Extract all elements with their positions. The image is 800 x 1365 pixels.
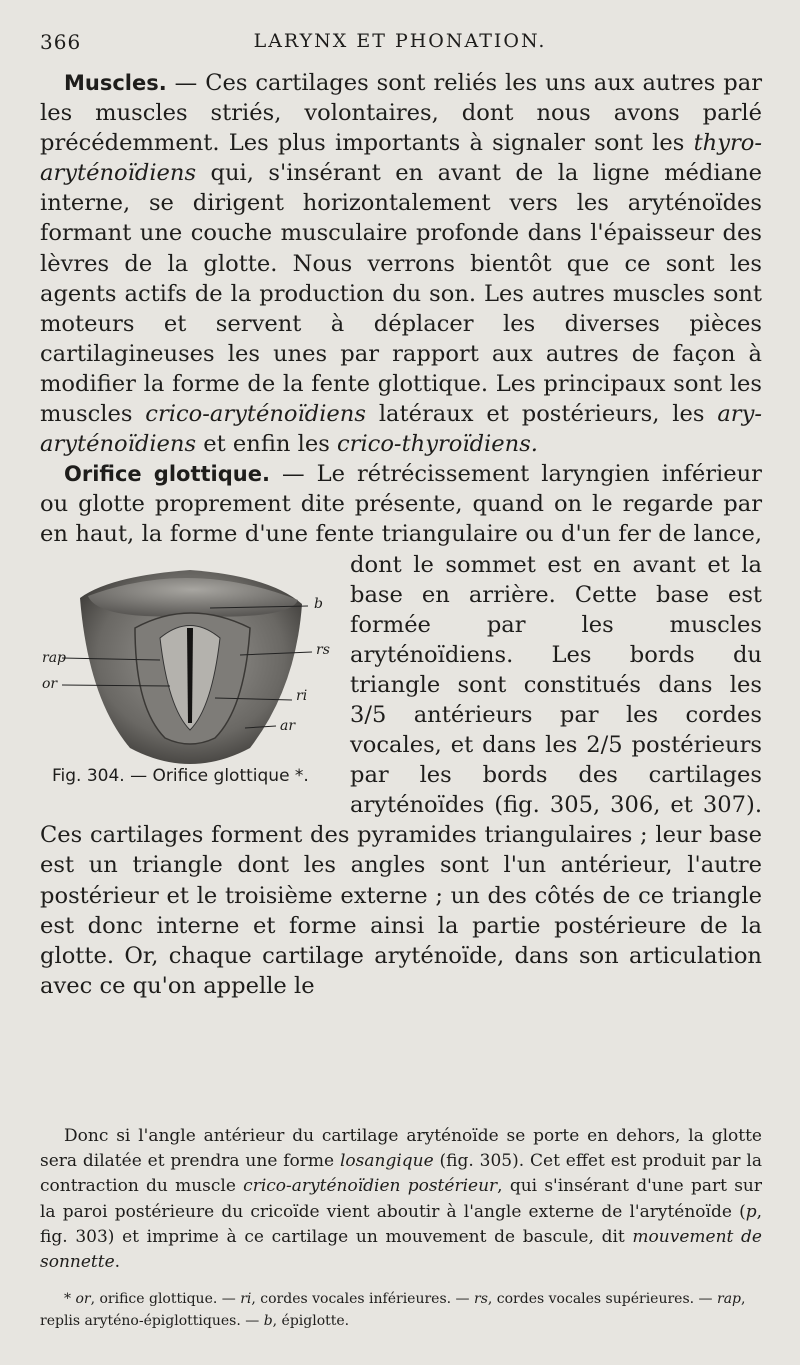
italic-term: p <box>745 1201 757 1222</box>
italic-term: mouvement de sonnette <box>40 1226 762 1273</box>
text-run: et enfin les <box>196 431 337 458</box>
text-run: , replis aryténo-épiglottiques. — <box>40 1291 746 1329</box>
running-header <box>40 30 760 60</box>
page-number: 366 <box>40 30 82 54</box>
paragraph-muscles <box>40 68 762 459</box>
italic-term: thyro-aryténoïdiens <box>40 130 762 187</box>
footnote <box>40 1288 762 1332</box>
running-title: LARYNX ET PHONATION. <box>253 30 547 52</box>
text-run: latéraux et postérieurs, les <box>365 401 718 428</box>
italic-term: rap <box>717 1291 742 1307</box>
italic-term: crico-aryténoïdien postérieur <box>243 1176 498 1197</box>
italic-term: losangique <box>339 1151 434 1172</box>
text-run: qui, s'insérant en avant de la ligne médiane interne, se dirigent horizontalement vers les aryténoïdes formant une couche musculaire profonde dans l'épaisseur des lèvres de la glotte. Nous verrons bientôt que ce sont les agents actifs de la production du son. Les autres muscles sont moteurs et servent à déplacer les diverses pièces cartilagineuses les unes par rapport aux autres de façon à modifier la forme de la fente glottique. Les principaux sont les muscles <box>40 160 762 428</box>
text-run: , fig. 303) et imprime à ce cartilage un mouvement de bascule, dit <box>40 1201 762 1247</box>
italic-term: ary-aryténoïdiens <box>40 401 762 458</box>
text-run: — Le rétrécissement laryngien inférieur ou glotte proprement dite présente, quand on le regarde par en haut, la forme d'une fente triangulaire ou d'un fer de lance, dont le sommet est en avant et la base en arrière. Cette base est formée par les muscles aryténoïdiens. Les bords du triangle sont constitués dans les 3/5 antérieurs par les cordes vocales, et dans les 2/5 postérieurs par les bords des cartilages aryténoïdes (fig. 305, 306, et 307). Ces cartilages forment des pyramides triangulaires ; leur base est un triangle dont les angles sont l'un antérieur, l'autre postérieur et le troisième externe ; un des côtés de ce triangle est donc interne et forme ainsi la partie postérieure de la glotte. Or, chaque cartilage aryténoïde, dans son articulation avec ce qu'on appelle le <box>40 461 762 999</box>
italic-term: crico-aryténoïdiens <box>145 401 366 428</box>
italic-term: ri <box>240 1291 252 1307</box>
text-run: * <box>64 1291 76 1307</box>
text-run: , orifice glottique. — <box>90 1291 241 1307</box>
italic-term: rs <box>474 1291 488 1307</box>
label-rs: rs <box>316 642 330 658</box>
main-text <box>40 68 762 1001</box>
label-rap: rap <box>42 650 67 666</box>
label-ri: ri <box>296 688 308 704</box>
text-run: , épiglotte. <box>272 1313 350 1329</box>
label-b: b <box>314 596 323 612</box>
label-ar: ar <box>280 718 296 734</box>
text-run: — Ces cartilages sont reliés les uns aux autres par les muscles striés, volontaires, dont nous avons parlé précédemment. Les plus importants à signaler sont les <box>40 70 762 157</box>
text-run: Donc si l'angle antérieur du cartilage aryténoïde se porte en dehors, la glotte sera dilatée et prendra une forme <box>40 1126 762 1172</box>
italic-term: b <box>263 1313 273 1329</box>
small-print-paragraph <box>40 1124 762 1275</box>
text-run: (fig. 305). Cet effet est produit par la contraction du muscle <box>40 1151 762 1197</box>
glottis-illustration <box>40 558 340 788</box>
paragraph-small <box>40 1124 762 1275</box>
italic-term: or <box>75 1291 91 1307</box>
label-or: or <box>42 676 58 692</box>
text-run: , cordes vocales inférieures. — <box>251 1291 474 1307</box>
text-run: . <box>114 1252 121 1273</box>
section-heading-orifice: Orifice glottique. <box>64 462 270 487</box>
figure-caption: Fig. 304. — Orifice glottique *. <box>52 766 309 786</box>
figure-304 <box>40 558 340 820</box>
text-run: , qui s'insérant d'une part sur la paroi postérieure du cricoïde vient aboutir à l'angle externe de l'aryténoïde ( <box>40 1176 762 1222</box>
section-heading-muscles: Muscles. <box>64 71 167 95</box>
italic-term: crico-thyroïdiens. <box>337 431 538 458</box>
text-run: , cordes vocales supérieures. — <box>487 1291 717 1307</box>
